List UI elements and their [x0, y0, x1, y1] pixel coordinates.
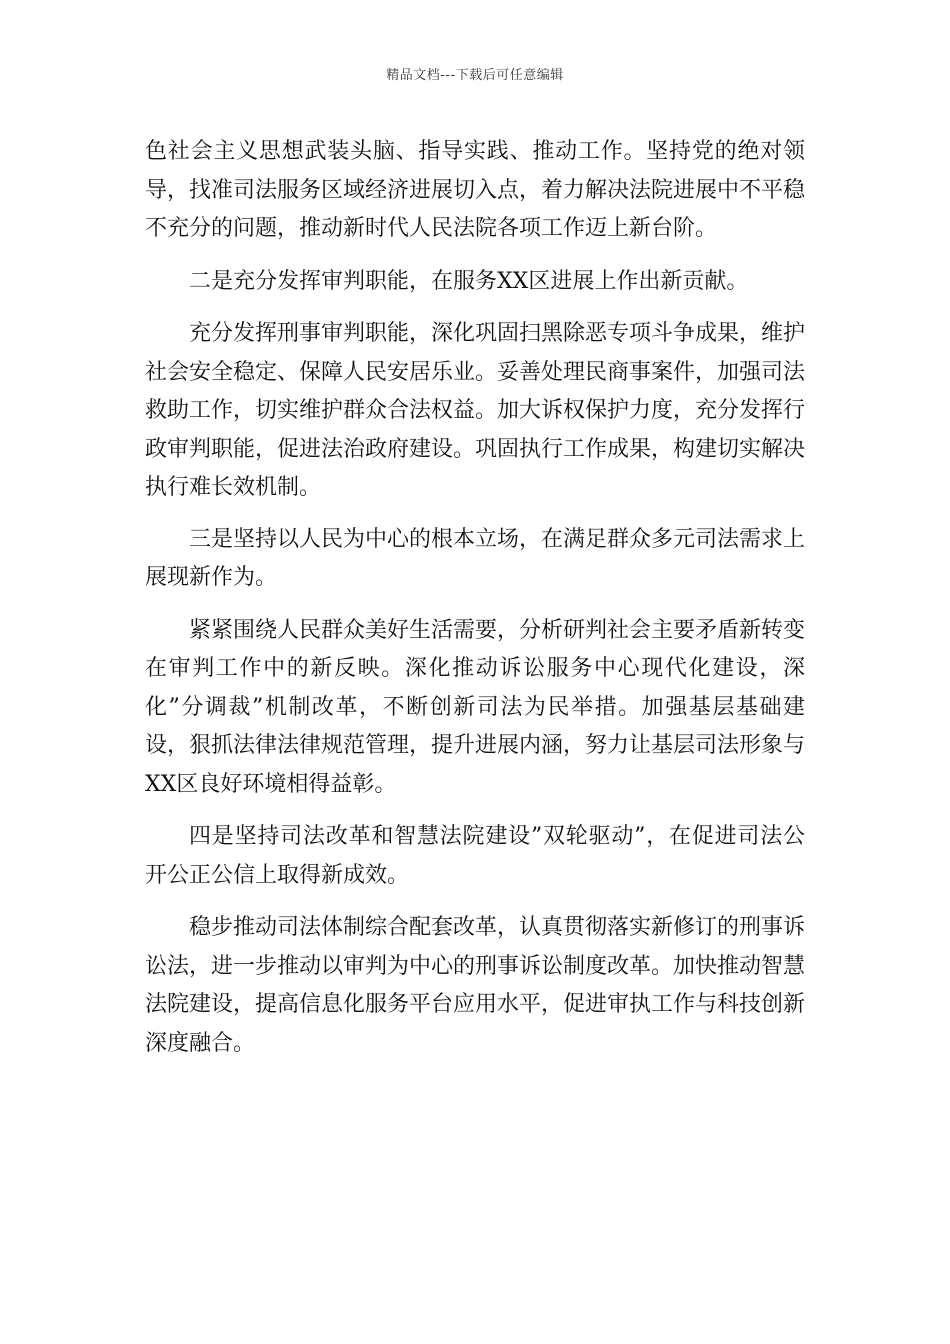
document-body [145, 133, 805, 1063]
paragraph-criminal-trial: 充分发挥刑事审判职能，深化巩固扫黑除恶专项斗争成果，维护社会安全稳定、保障人民安居乐业。妥善处理民商事案件，加强司法救助工作，切实维护群众合法权益。加大诉权保护力度，充分发挥行政审判职能，促进法治政府建设。巩固执行工作成果，构建切实解决执行难长效机制。 [145, 321, 806, 500]
paragraph-heading-two: 二是充分发挥审判职能，在服务XX区进展上作出新贡献。 [189, 268, 749, 294]
paragraph-heading-four: 四是坚持司法改革和智慧法院建设”双轮驱动”，在促进司法公开公正公信上取得新成效。 [145, 824, 805, 888]
paragraph-judicial-reform: 稳步推动司法体制综合配套改革，认真贯彻落实新修订的刑事诉讼法，进一步推动以审判为中心的刑事诉讼制度改革。加快推动智慧法院建设，提高信息化服务平台应用水平，促进审执工作与科技创新深度融合。 [145, 915, 806, 1056]
paragraph-heading-three: 三是坚持以人民为中心的根本立场，在满足群众多元司法需求上展现新作为。 [145, 526, 806, 590]
paragraph-people-needs: 紧紧围绕人民群众美好生活需要，分析研判社会主要矛盾新转变在审判工作中的新反映。深化推动诉讼服务中心现代化建设，深化”分调裁”机制改革，不断创新司法为民举措。加强基层基础建设，狠抓法律法律规范管理，提升进展内涵，努力让基层司法形象与XX区良好环境相得益彰。 [145, 617, 806, 797]
paragraph-continuation: 色社会主义思想武装头脑、指导实践、推动工作。坚持党的绝对领导，找准司法服务区域经济进展切入点，着力解决法院进展中不平稳不充分的问题，推动新时代人民法院各项工作迈上新台阶。 [145, 139, 806, 241]
page-header: 精品文档---下载后可任意编辑 [386, 68, 564, 83]
